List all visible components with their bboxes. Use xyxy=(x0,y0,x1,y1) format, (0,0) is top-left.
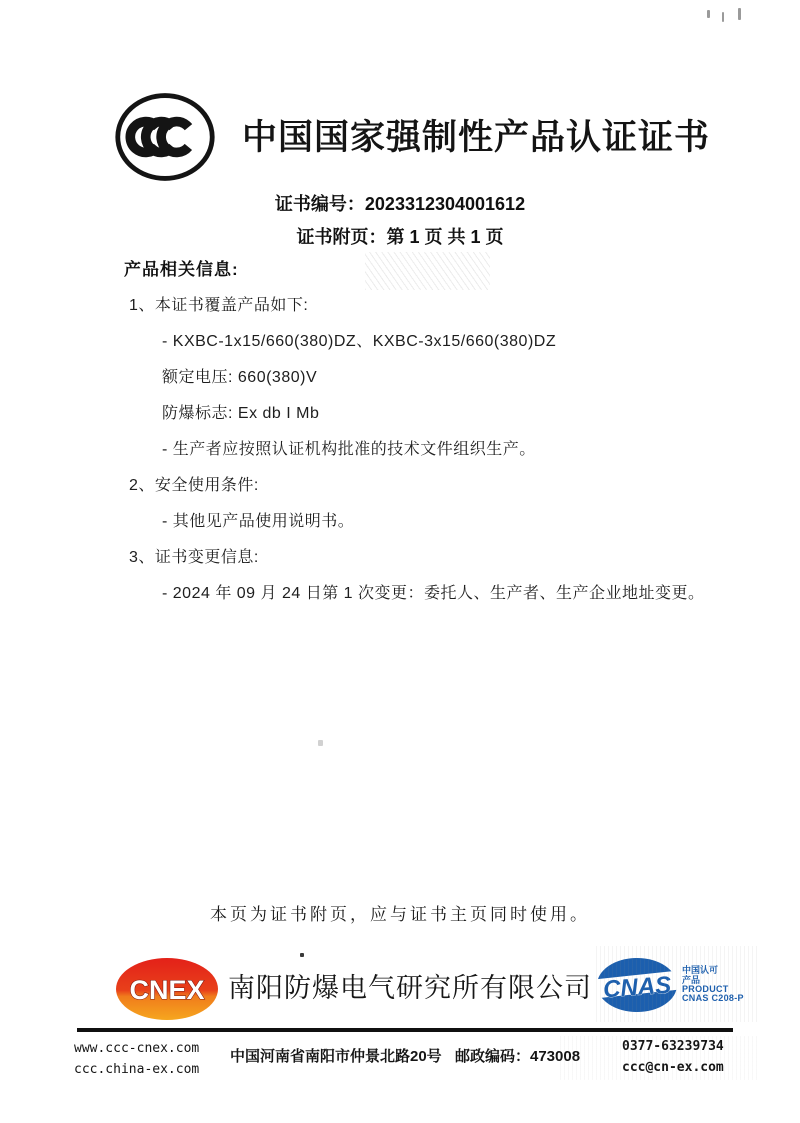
attachment-usage-note: 本页为证书附页，应与证书主页同时使用。 xyxy=(210,905,590,924)
scan-speck xyxy=(738,8,741,20)
cnas-logo-text: CNAS xyxy=(602,971,673,1004)
covered-products-line: - KXBC-1x15/660(380)DZ、KXBC-3x15/660(380)DZ xyxy=(162,333,557,350)
change-record-line: - 2024 年 09 月 24 日第 1 次变更：委托人、生产者、生产企业地址变更。 xyxy=(162,585,705,602)
scan-speck xyxy=(318,740,323,746)
cnas-text-column xyxy=(682,966,744,1004)
company-name: 南阳防爆电气研究所有限公司 xyxy=(228,973,592,1003)
footer xyxy=(0,1036,800,1096)
certificate-number-label: 证书编号： xyxy=(274,194,365,214)
cnas-accreditation-mark xyxy=(594,953,744,1017)
footer-email: ccc@cn-ex.com xyxy=(622,1060,724,1075)
item-2-title: 2、安全使用条件: xyxy=(129,477,259,494)
certificate-pages-label: 证书附页： xyxy=(296,227,387,247)
cnas-en-line1: PRODUCT xyxy=(682,984,729,994)
footer-website-2: ccc.china-ex.com xyxy=(74,1062,200,1077)
scan-speck xyxy=(300,953,304,957)
section-heading: 产品相关信息: xyxy=(124,260,239,279)
footer-website-1: www.ccc-cnex.com xyxy=(74,1041,200,1056)
certificate-pages-value: 第 1 页 共 1 页 xyxy=(386,227,504,247)
certificate-number-value: 2023312304001612 xyxy=(364,194,526,214)
product-info-section xyxy=(124,255,704,604)
ex-marking-line: 防爆标志: Ex db I Mb xyxy=(162,405,320,422)
producer-note-line: - 生产者应按照认证机构批准的技术文件组织生产。 xyxy=(162,441,536,458)
footer-divider xyxy=(77,1028,733,1032)
footer-phone: 0377-63239734 xyxy=(622,1039,724,1054)
item-3-title: 3、证书变更信息: xyxy=(129,549,259,566)
cnex-logo-text: CNEX xyxy=(129,975,205,1005)
ccc-mark-icon xyxy=(112,88,218,186)
cnas-cn-line2: 产品 xyxy=(682,974,701,985)
cnas-logo-icon xyxy=(594,955,680,1015)
footer-websites xyxy=(74,1038,199,1080)
cnas-en-line2: CNAS C208-P xyxy=(682,993,744,1004)
footer-address: 中国河南省南阳市仲景北路20号 xyxy=(230,1048,442,1065)
certificate-meta xyxy=(0,192,800,258)
scan-speck xyxy=(707,10,710,18)
certificate-number-line xyxy=(0,192,800,216)
page-title: 中国国家强制性产品认证证书 xyxy=(242,118,711,157)
item-1-title: 1、本证书覆盖产品如下: xyxy=(129,297,309,314)
cnex-logo-icon xyxy=(113,956,221,1022)
footer-contact xyxy=(622,1036,724,1078)
certificate-pages-line xyxy=(0,225,800,249)
scan-speck xyxy=(722,12,724,22)
safety-note-line: - 其他见产品使用说明书。 xyxy=(162,513,355,530)
cnas-cn-line1: 中国认可 xyxy=(682,965,719,976)
footer-postal-code: 邮政编码：473008 xyxy=(455,1048,581,1065)
rated-voltage-line: 额定电压: 660(380)V xyxy=(162,369,318,386)
